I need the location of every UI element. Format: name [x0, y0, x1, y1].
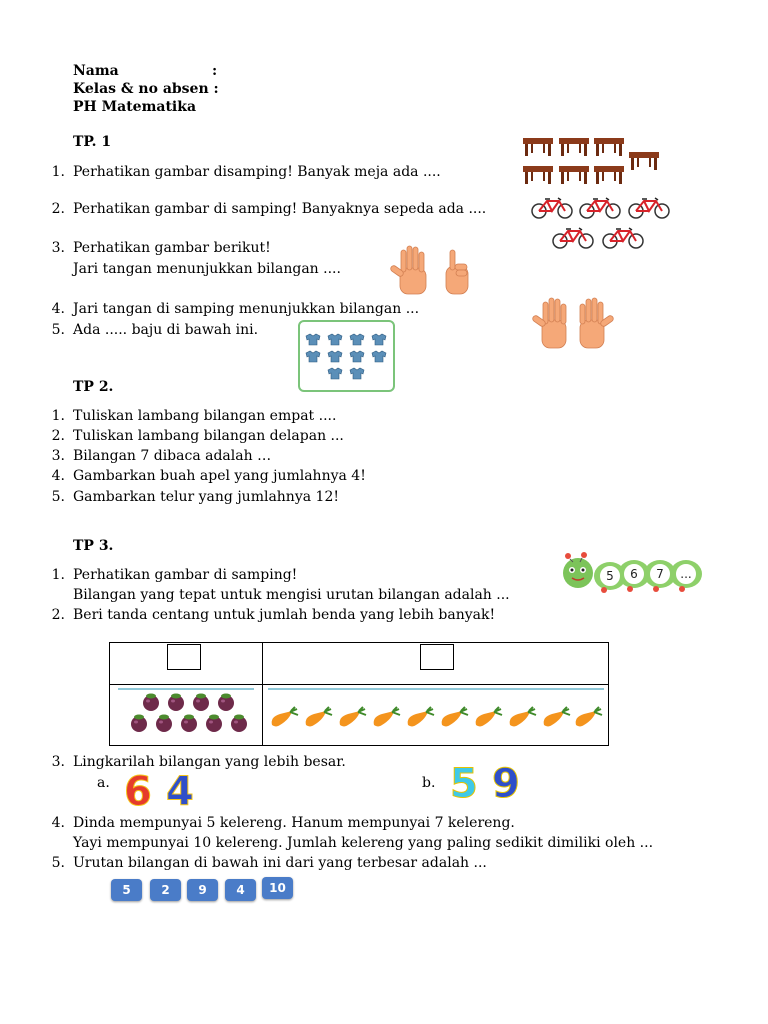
bicycle-icon	[532, 198, 572, 218]
option-b-label: b.	[422, 775, 436, 791]
bicycle-icon	[603, 228, 643, 248]
tp1-title: TP. 1	[73, 134, 112, 150]
table-icon	[559, 138, 589, 156]
bicycles-illustration	[528, 194, 674, 254]
shirts-illustration	[298, 320, 396, 392]
caterpillar-number: ...	[674, 562, 698, 586]
mangosteen-icon	[143, 694, 159, 712]
number-tile: 4	[225, 879, 256, 901]
tp2-title: TP 2.	[73, 379, 114, 395]
table-icon	[559, 166, 589, 184]
number-tile: 2	[150, 879, 181, 901]
open-hand-icon	[580, 298, 614, 348]
table-icon	[523, 138, 553, 156]
carrot-icon	[272, 707, 298, 727]
digit-option-a-1[interactable]: 6	[124, 769, 152, 815]
mangosteen-icon	[168, 694, 184, 712]
number-tile: 9	[187, 879, 218, 901]
comparison-table	[109, 642, 609, 746]
carrot-icon	[476, 707, 502, 727]
number-tile: 5	[111, 879, 142, 901]
carrot-icon	[340, 707, 366, 727]
table-icon	[523, 166, 553, 184]
caterpillar-illustration	[560, 552, 710, 596]
one-finger-hand-icon	[446, 250, 468, 294]
table-icon	[594, 166, 624, 184]
number-tile: 10	[262, 877, 293, 899]
digit-option-b-1[interactable]: 5	[450, 761, 478, 807]
hands-ten-illustration	[532, 296, 614, 350]
digit-option-b-2[interactable]: 9	[492, 761, 520, 807]
carrot-icon	[408, 707, 434, 727]
tables-illustration	[518, 134, 662, 190]
mangosteen-icon	[218, 694, 234, 712]
bicycle-icon	[580, 198, 620, 218]
carrot-icon	[544, 707, 570, 727]
tp3-title: TP 3.	[73, 538, 114, 554]
caterpillar-number: 6	[622, 562, 646, 586]
mangosteen-icon	[131, 715, 147, 733]
option-a-label: a.	[97, 775, 110, 791]
items-drawing	[110, 643, 608, 745]
open-hand-icon	[390, 246, 426, 294]
mangosteen-icon	[181, 715, 197, 733]
mangosteen-icon	[206, 715, 222, 733]
name-label: Nama	[73, 63, 119, 79]
carrot-icon	[510, 707, 536, 727]
table-icon	[629, 152, 659, 170]
carrot-icon	[306, 707, 332, 727]
caterpillar-number: 5	[598, 564, 622, 588]
class-label: Kelas & no absen :	[73, 81, 219, 97]
bicycle-icon	[629, 198, 669, 218]
carrot-icon	[442, 707, 468, 727]
hands-six-illustration	[388, 242, 474, 298]
digit-option-a-2[interactable]: 4	[166, 769, 194, 815]
mangosteen-icon	[193, 694, 209, 712]
carrot-icon	[374, 707, 400, 727]
subject-title: PH Matematika	[73, 99, 197, 115]
mangosteen-icon	[231, 715, 247, 733]
open-hand-icon	[532, 298, 566, 348]
mangosteen-icon	[156, 715, 172, 733]
table-icon	[594, 138, 624, 156]
name-colon: :	[212, 63, 218, 79]
carrot-icon	[576, 707, 602, 727]
caterpillar-number: 7	[648, 562, 672, 586]
bicycle-icon	[553, 228, 593, 248]
